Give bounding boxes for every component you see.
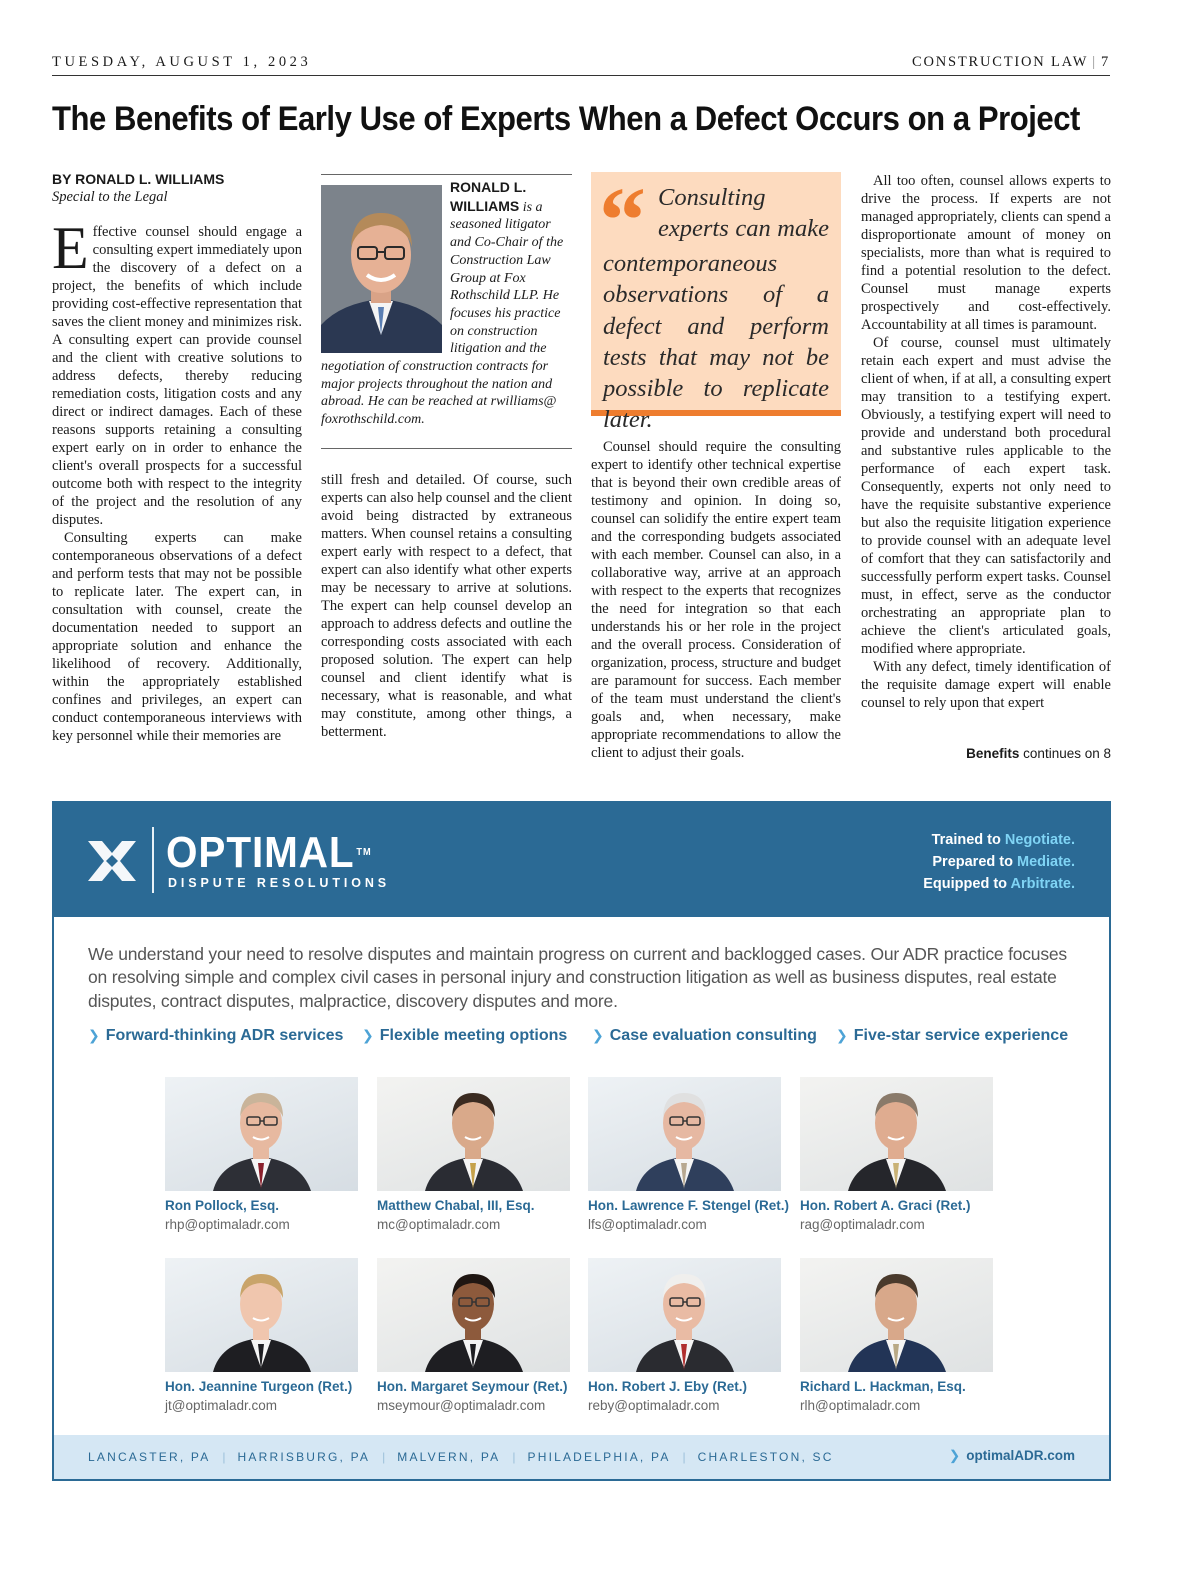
tagline-prefix: Prepared to [932,854,1017,870]
byline-subtitle: Special to the Legal [52,189,168,205]
logo-divider [152,827,154,893]
location-separator: | [682,1450,686,1464]
quote-mark-icon: “ [599,169,646,273]
brand-subtitle: DISPUTE RESOLUTIONS [168,876,391,890]
article-column-1 [52,170,302,745]
paragraph-text: ffective counsel should engage a consulting expert immediately upon the discovery of a defect on a project, the benefits of which include providing cost-effective representation that saves the client money and minimizes risk. A consulting expert can provide counsel and the client with creative solutions to address defects, thereby reducing remediation costs, litigation costs and any direct or indirect damages. Each of these reasons supports retaining a consulting expert early on in order to enhance the client's overall prospects for a successful outcome both with respect to the integrity of the project and the resolution of any disputes. [52,224,302,528]
masthead [52,52,1110,76]
attorney-photo [800,1077,993,1191]
continuation-note [861,746,1111,761]
chevron-right-icon: ❯ [362,1027,374,1043]
article-paragraph: Consulting experts can make contemporaneous observations of a defect and perform tests that may not be possible to replicate later. The expert can, in consultation with counsel, create the documentation needed to support an appropriate solution and enhance the likelihood of recovery. Additionally, within the appropriately established confines and privileges, an expert can conduct contemporaneous interviews with key personnel while their memories are [52,530,302,744]
tagline-highlight: Arbitrate. [1010,876,1075,892]
brand-name [166,828,372,877]
office-location: LANCASTER, PA [88,1450,211,1464]
tagline-highlight: Mediate. [1016,854,1075,870]
service-item [836,1027,1068,1045]
office-location: PHILADELPHIA, PA [527,1450,671,1464]
pipe-divider: | [1092,54,1097,70]
attorney-card [800,1077,993,1257]
chevron-right-icon: ❯ [948,1448,961,1463]
attorney-card [588,1077,790,1257]
attorney-email[interactable]: jt@optimaladr.com [165,1398,277,1413]
service-label: Case evaluation consulting [609,1027,817,1044]
byline: BY RONALD L. WILLIAMS [52,171,225,187]
chevron-right-icon: ❯ [592,1027,604,1043]
attorney-card [165,1077,358,1257]
location-separator: | [512,1450,516,1464]
tagline-prefix: Trained to [931,832,1005,848]
attorney-name: Hon. Robert J. Eby (Ret.) [588,1379,748,1394]
service-label: Flexible meeting options [379,1027,568,1044]
attorney-photo [377,1258,570,1372]
office-location: CHARLESTON, SC [697,1450,834,1464]
attorney-photo [588,1077,781,1191]
attorney-name: Ron Pollock, Esq. [165,1198,280,1213]
attorney-photo [165,1077,358,1191]
ad-header [54,803,1109,917]
attorney-card [377,1077,570,1257]
office-location: HARRISBURG, PA [237,1450,371,1464]
attorney-email[interactable]: lfs@optimaladr.com [588,1217,707,1232]
service-item [88,1027,343,1045]
service-label: Forward-thinking ADR services [105,1027,344,1044]
attorney-name: Hon. Margaret Seymour (Ret.) [377,1379,568,1394]
issue-date: TUESDAY, AUGUST 1, 2023 [52,54,312,70]
attorney-card [377,1258,570,1438]
location-separator: | [382,1450,386,1464]
office-locations [88,1450,834,1464]
ad-tagline [923,829,1075,895]
optimal-advertisement [52,801,1111,1481]
attorney-card [588,1258,781,1438]
article-paragraph: With any defect, timely identification of the requisite damage expert will enable counsel to rely upon that expert [861,659,1111,711]
tagline-highlight: Negotiate. [1004,832,1075,848]
article-paragraph: Counsel should require the consulting expert to identify other technical expertise that is beyond their own credible areas of testimony and opinion. In doing so, counsel can solidify the entire expert team and the corresponding budgets associated with each member. Counsel can also, in a collaborative way, arrive at an approach with respect to the experts that recognizes the need for integration so that each understands his or her role in the project and the overall process. Consideration of organization, process, structure and budget are paramount for success. Each member of the team must understand the client's goals and, when necessary, make appropriate recommendations to allow the client to adjust their goals. [591,439,841,761]
service-label: Five-star service experience [853,1027,1069,1044]
service-item [362,1027,567,1045]
chevron-right-icon: ❯ [88,1027,100,1043]
pull-quote [591,169,841,434]
website-link[interactable] [949,1448,1075,1464]
article-column-4 [861,172,1111,712]
article-body [591,438,841,762]
attorney-email[interactable]: mc@optimaladr.com [377,1217,501,1232]
article-column-2 [321,174,572,741]
office-location: MALVERN, PA [397,1450,501,1464]
author-portrait-image [321,185,442,353]
attorney-card [800,1258,993,1438]
website-url: optimalADR.com [966,1448,1075,1463]
attorney-photo [588,1258,781,1372]
author-bio-text: is a seasoned litigator and Co-Chair of the Construction Law Group at Fox Rothschild LLP. He focuses his practice on construction litigation and the negotiation of construction contracts for major projects throughout the nation and abroad. He can be reached at rwilliams@ foxrothschild.com. [321,199,564,428]
tagline-prefix: Equipped to [923,876,1011,892]
article-paragraph: All too often, counsel allows experts to drive the process. If experts are not managed appropriately, clients can spend a disproportionate amount of money on specialists, more than what is required to find a potential resolution to the defect. Counsel must manage experts prospectively and cost-effectively. Accountability at all times is paramount. [861,173,1111,333]
attorney-name: Hon. Jeannine Turgeon (Ret.) [165,1379,353,1394]
ad-intro-text: We understand your need to resolve disputes and maintain progress on current and backlogged cases. Our ADR practice focuses on resolving simple and complex civil cases in personal injury and construction litigation as well as business disputes, real estate disputes, contract disputes, malpractice, discovery disputes and more. [88,944,1067,1011]
article-paragraph [52,215,302,529]
attorney-name: Matthew Chabal, III, Esq. [377,1198,535,1213]
attorney-email[interactable]: rlh@optimaladr.com [800,1398,921,1413]
attorney-photo [377,1077,570,1191]
drop-cap: E [52,215,89,281]
article-paragraph: still fresh and detailed. Of course, such experts can also help counsel and the client avoid being distracted by extraneous matters. When counsel retains a consulting expert early with respect to a defect, that expert can also identify what other experts may be necessary to arrive at solutions. The expert can help counsel develop an approach to address defects and outline the corresponding costs associated with each proposed solution. The expert can help counsel and client identify what is necessary, what is reasonable, and what may constitute, among other things, a betterment. [321,472,572,740]
author-photo [321,185,442,353]
tagline-line [923,873,1075,895]
optimal-logo-icon [84,833,140,889]
article-body [321,471,572,741]
continuation-text: continues on 8 [1019,746,1111,761]
attorney-photo [165,1258,358,1372]
article-column-3 [591,169,841,762]
article-headline: The Benefits of Early Use of Experts When a Defect Occurs on a Project [52,100,1080,138]
attorney-email[interactable]: reby@optimaladr.com [588,1398,720,1413]
chevron-right-icon: ❯ [836,1027,848,1043]
ad-footer [54,1435,1109,1479]
attorney-email[interactable]: rag@optimaladr.com [800,1217,925,1232]
attorney-name: Richard L. Hackman, Esq. [800,1379,966,1394]
attorney-email[interactable]: rhp@optimaladr.com [165,1217,290,1232]
pull-quote-text: Consulting experts can make contemporaneous observations of a defect and perform tests that may not be possible to replicate later. [603,184,829,434]
tagline-line [923,829,1075,851]
attorney-name: Hon. Lawrence F. Stengel (Ret.) [588,1198,790,1213]
service-list [88,1027,1088,1051]
continuation-keyword: Benefits [966,746,1020,761]
location-separator: | [222,1450,226,1464]
tagline-line [923,851,1075,873]
author-bio-box [321,174,572,449]
attorney-card [165,1258,358,1438]
service-item [592,1027,817,1045]
attorney-email[interactable]: mseymour@optimaladr.com [377,1398,546,1413]
attorney-name: Hon. Robert A. Graci (Ret.) [800,1198,971,1213]
article-paragraph: Of course, counsel must ultimately retain each expert and must advise the client of when, if at all, a consulting expert may transition to a testifying expert. Obviously, a testifying expert will need to provide and understand both procedural and substantive rules applicable to the performance of each expert task. Consequently, experts not only need to have the requisite substantive experience but also the requisite litigation experience to provide counsel with an adequate level of comfort that they can satisfactorily and successfully perform expert tasks. Counsel must, in effect, serve as the conductor orchestrating an appropriate plan to achieve the client's articulated goals, modified where appropriate. [861,335,1111,657]
section-label [912,54,1110,71]
attorney-photo [800,1258,993,1372]
section-name: CONSTRUCTION LAW [911,54,1089,70]
page-number: 7 [1100,54,1110,70]
author-name: RONALD L. WILLIAMS [450,179,527,214]
trademark-symbol: TM [356,847,372,858]
brand-wordmark: OPTIMAL [166,828,355,877]
